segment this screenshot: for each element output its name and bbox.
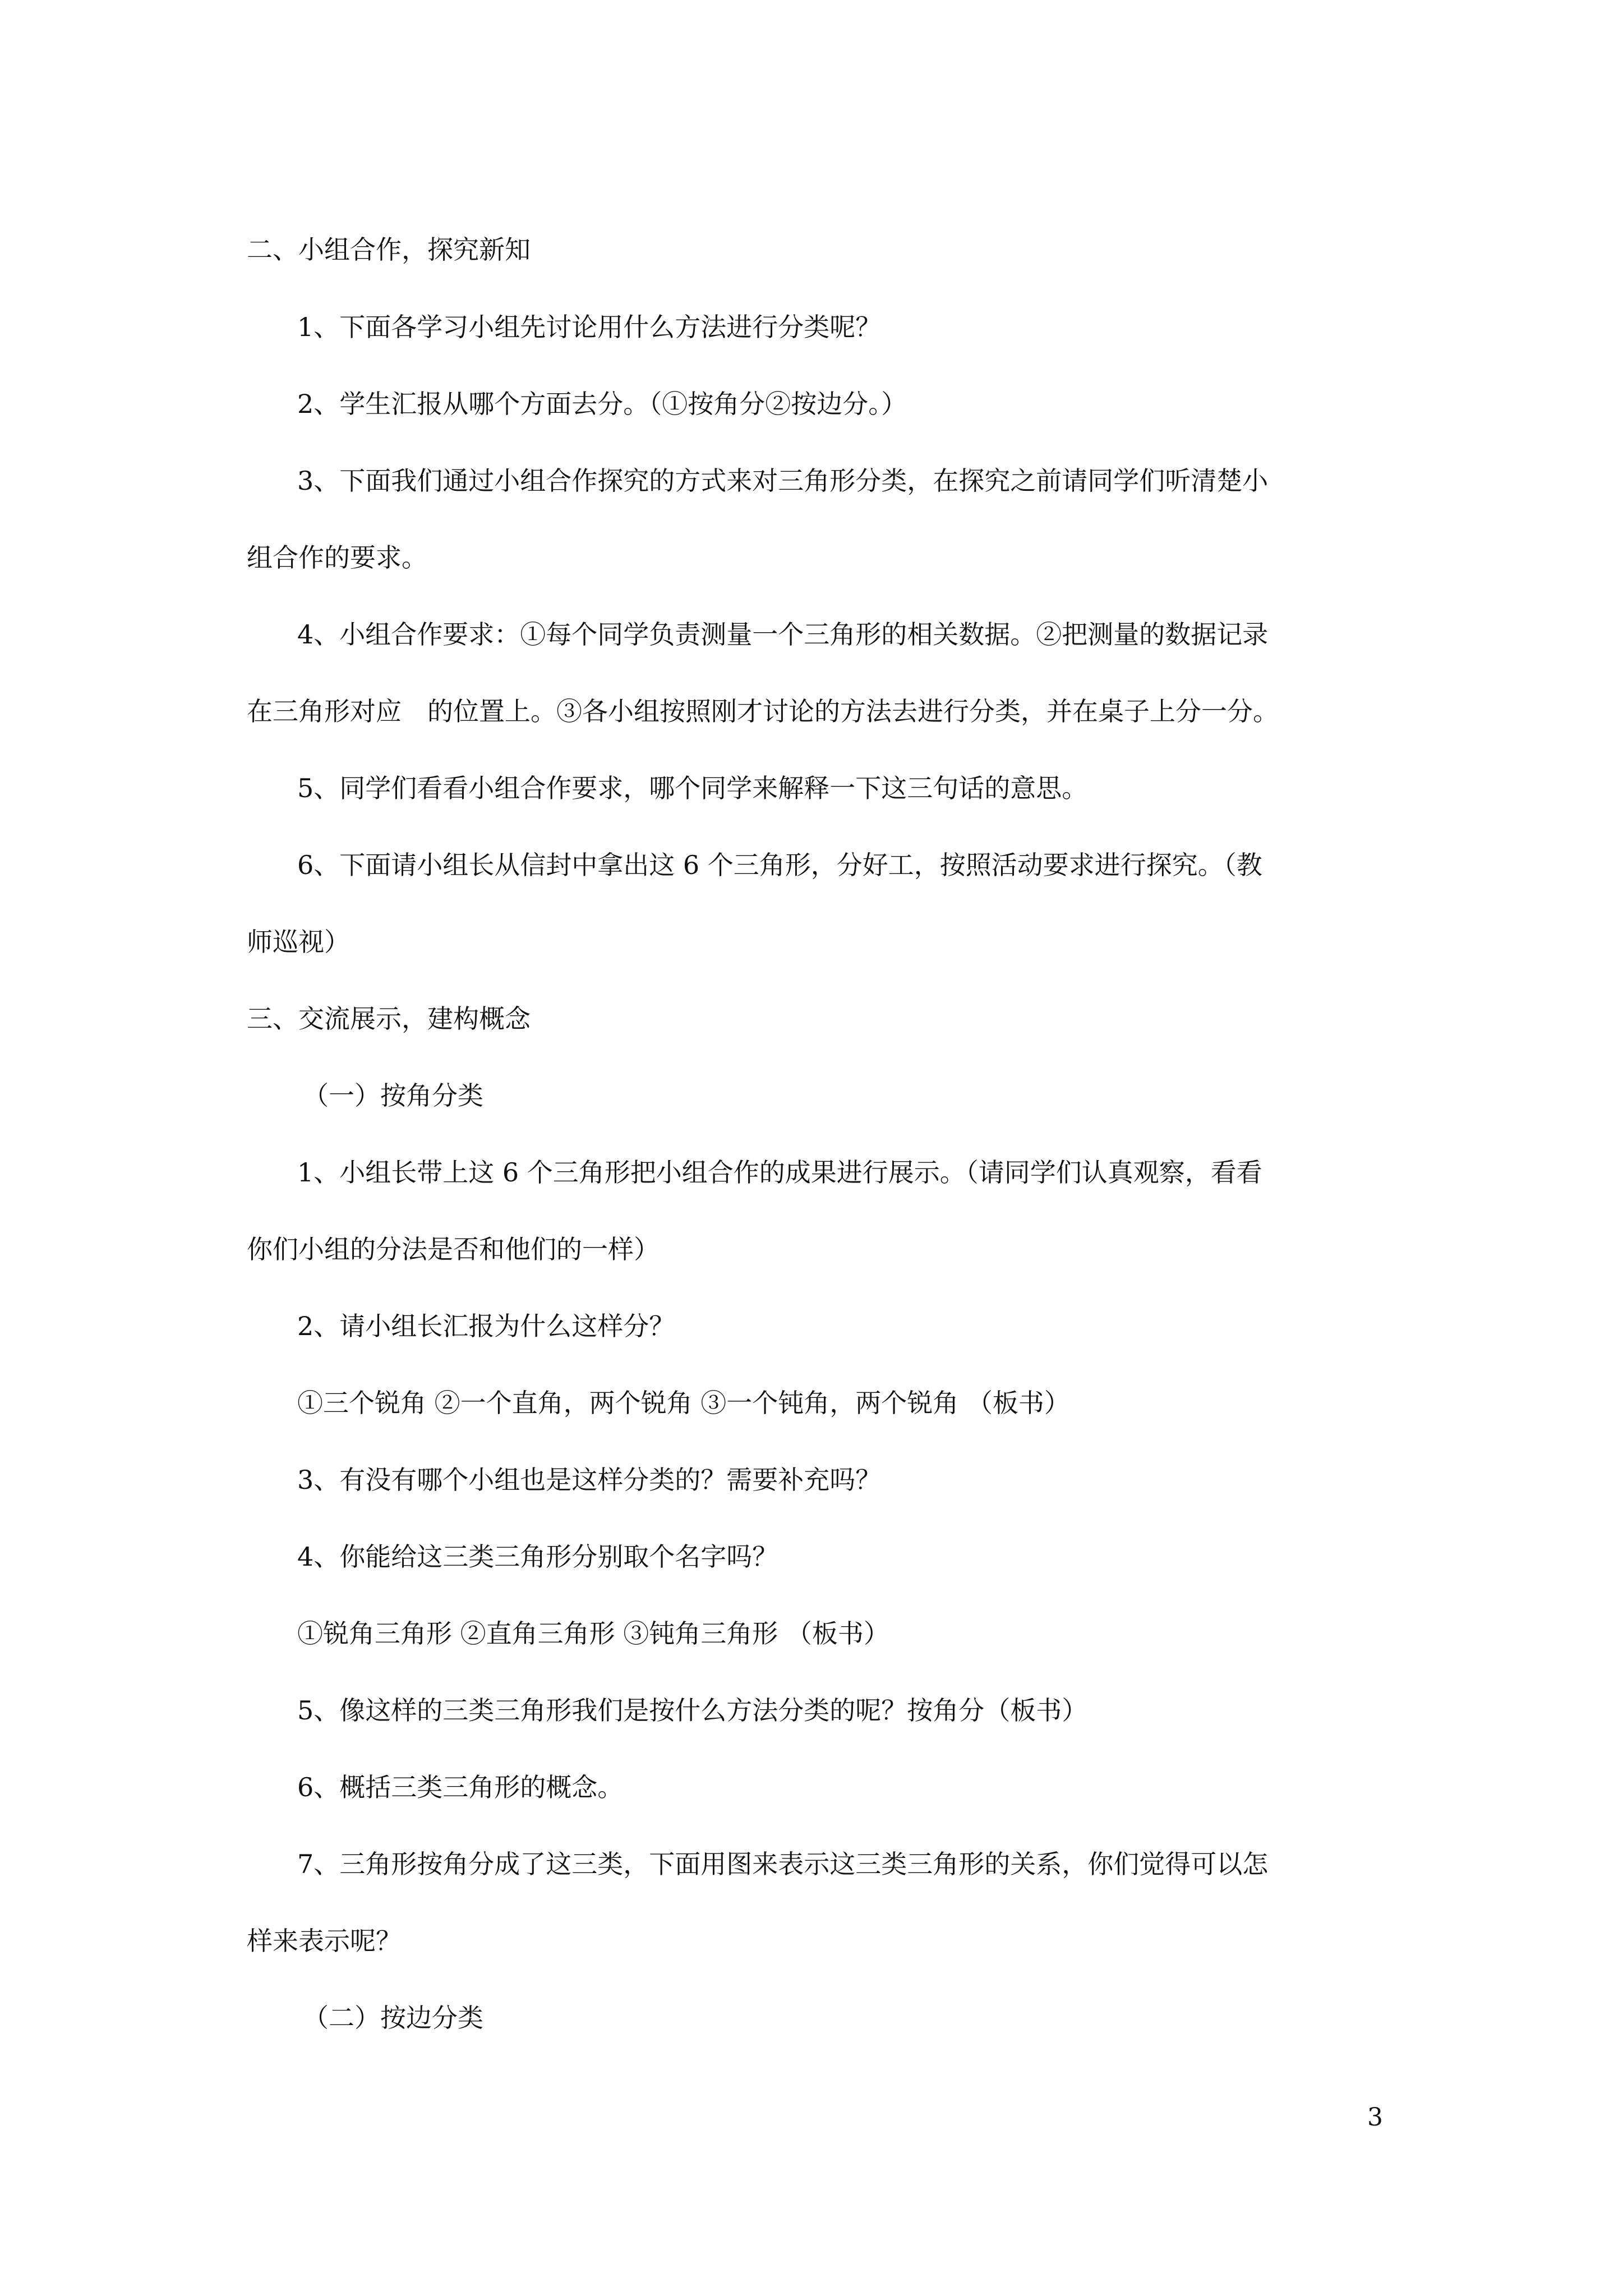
paragraph-line-3-cont: 组合作的要求。 (247, 542, 427, 573)
paragraph-line-1: 1、下面各学习小组先讨论用什么方法进行分类呢？ (297, 312, 882, 342)
paragraph-line-13: 5、像这样的三类三角形我们是按什么方法分类的呢？按角分（板书） (297, 1695, 1088, 1726)
paragraph-line-2: 2、学生汇报从哪个方面去分。（①按角分②按边分。） (297, 389, 907, 419)
paragraph-line-3: 3、下面我们通过小组合作探究的方式来对三角形分类，在探究之前请同学们听清楚小 (297, 466, 1269, 496)
paragraph-line-6-cont: 师巡视） (247, 927, 350, 957)
subsection-heading-side: （二）按边分类 (303, 2003, 483, 2033)
paragraph-line-11: 4、你能给这三类三角形分别取个名字吗？ (297, 1542, 778, 1572)
paragraph-line-4: 4、小组合作要求：①每个同学负责测量一个三角形的相关数据。②把测量的数据记录 (297, 619, 1269, 650)
subsection-heading-angle: （一）按角分类 (303, 1080, 483, 1111)
page-number: 3 (1367, 2103, 1383, 2132)
paragraph-line-10: 3、有没有哪个小组也是这样分类的？需要补充吗？ (297, 1465, 882, 1495)
paragraph-line-9: ①三个锐角 ②一个直角，两个锐角 ③一个钝角，两个锐角 （板书） (297, 1388, 1070, 1418)
paragraph-line-14: 6、概括三类三角形的概念。 (297, 1772, 624, 1802)
paragraph-line-6: 6、下面请小组长从信封中拿出这 6 个三角形，分好工，按照活动要求进行探究。（教 (297, 850, 1262, 880)
paragraph-line-7: 1、小组长带上这 6 个三角形把小组合作的成果进行展示。（请同学们认真观察，看看 (297, 1157, 1262, 1188)
paragraph-line-5: 5、同学们看看小组合作要求，哪个同学来解释一下这三句话的意思。 (297, 773, 1088, 803)
paragraph-line-15-cont: 样来表示呢？ (247, 1926, 402, 1956)
paragraph-line-7-cont: 你们小组的分法是否和他们的一样） (247, 1234, 660, 1264)
paragraph-line-4-cont: 在三角形对应 的位置上。③各小组按照刚才讨论的方法去进行分类，并在桌子上分一分。 (247, 696, 1279, 726)
paragraph-line-15: 7、三角形按角分成了这三类，下面用图来表示这三类三角形的关系，你们觉得可以怎 (297, 1849, 1269, 1879)
section-heading-2: 二、小组合作，探究新知 (247, 234, 531, 265)
paragraph-line-12: ①锐角三角形 ②直角三角形 ③钝角三角形 （板书） (297, 1618, 889, 1649)
section-heading-3: 三、交流展示，建构概念 (247, 1004, 531, 1034)
paragraph-line-8: 2、请小组长汇报为什么这样分？ (297, 1311, 675, 1341)
